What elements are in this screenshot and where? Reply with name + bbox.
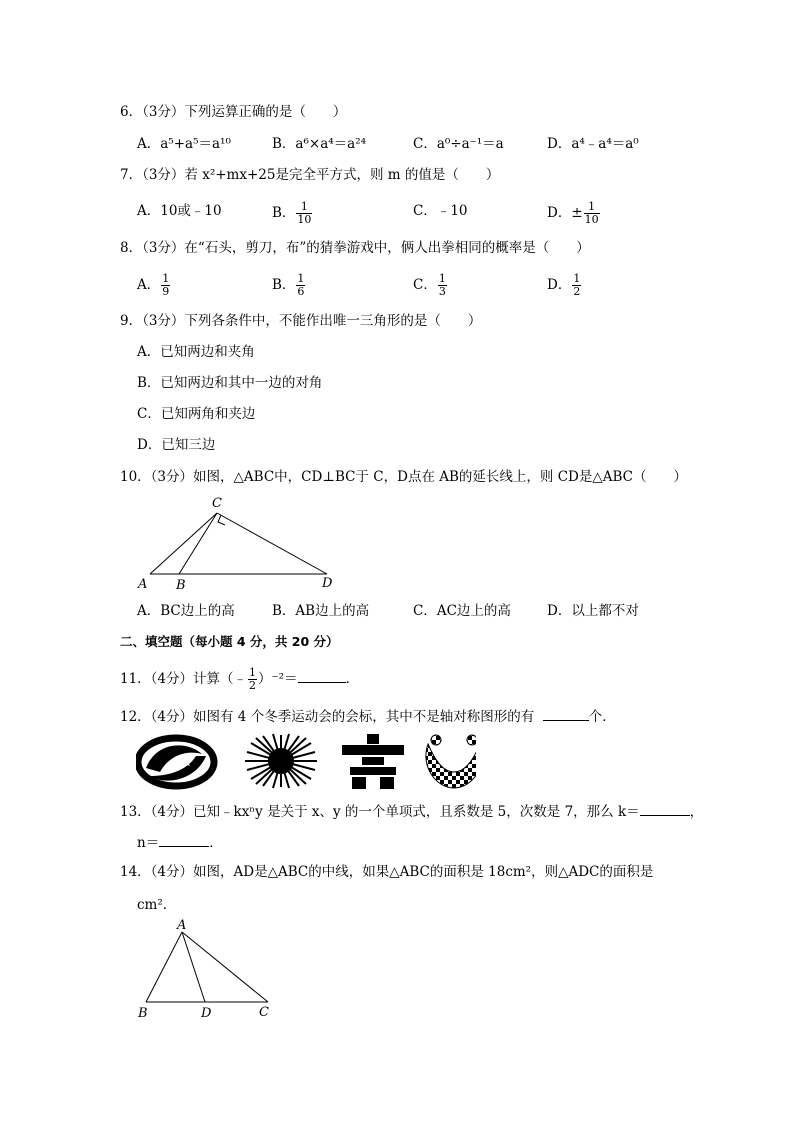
q10-label-c: C bbox=[212, 496, 222, 511]
q10-label-d: D bbox=[322, 576, 333, 591]
q12-emblems-figure bbox=[136, 732, 476, 790]
answer-blank bbox=[640, 801, 690, 816]
q14-label-d: D bbox=[201, 1006, 212, 1021]
q7-option-c: C．﹣10 bbox=[413, 203, 468, 219]
q9-stem: 9．（3分）下列各条件中，不能作出唯一三角形的是（ ） bbox=[120, 313, 482, 329]
q10-triangle-figure bbox=[130, 492, 350, 592]
q10-stem: 10．（3分）如图，△ABC中，CD⊥BC于 C，D点在 AB的延长线上，则 CD是△ABC（ ） bbox=[120, 469, 687, 485]
q14-line-1: 14．（4分）如图，AD是△ABC的中线，如果△ABC的面积是 18cm²，则△ADC的面积是 bbox=[120, 864, 654, 880]
fraction: $\frac{1}{10}$ bbox=[297, 200, 312, 226]
q7-option-b: B． $\frac{1}{10}$ bbox=[272, 200, 312, 226]
q6-stem: 6．（3分）下列运算正确的是（ ） bbox=[120, 104, 347, 120]
q8-option-d: D． $\frac{1}{2}$ bbox=[547, 272, 581, 298]
fraction: $\frac{1}{3}$ bbox=[438, 272, 446, 298]
q13-line-1: 13．（4分）已知﹣kxⁿy 是关于 x、y 的一个单项式，且系数是 5，次数是 7，那么 k＝ ， bbox=[120, 801, 703, 822]
q10-label-a: A bbox=[138, 577, 148, 592]
q14-triangle-figure bbox=[128, 918, 288, 1022]
q8-option-c: C． $\frac{1}{3}$ bbox=[413, 272, 446, 298]
inukshuk-emblem-icon bbox=[342, 734, 404, 789]
fraction: $\frac{1}{10}$ bbox=[584, 200, 599, 226]
q7-option-d: D．± $\frac{1}{10}$ bbox=[547, 200, 599, 226]
section-2-heading: 二、填空题（每小题 4 分，共 20 分） bbox=[120, 634, 339, 649]
q10-option-d: D．以上都不对 bbox=[547, 603, 639, 619]
q7-stem: 7．（3分）若 x²+mx+25是完全平方式，则 m 的值是（ ） bbox=[120, 167, 500, 183]
q8-stem: 8．（3分）在“石头，剪刀，布”的猜拳游戏中，俩人出拳相同的概率是（ ） bbox=[120, 240, 590, 256]
q10-option-b: B．AB边上的高 bbox=[272, 603, 370, 619]
q9-option-b: B．已知两边和其中一边的对角 bbox=[137, 375, 323, 391]
fraction: $\frac{1}{2}$ bbox=[573, 272, 581, 298]
q6-option-a: A．a⁵+a⁵＝a¹⁰ bbox=[137, 136, 231, 152]
checkered-emblem-icon bbox=[426, 735, 476, 788]
q14-label-a: A bbox=[177, 918, 187, 933]
q10-label-b: B bbox=[176, 578, 186, 592]
fraction: $\frac{1}{2}$ bbox=[249, 666, 257, 692]
swirl-emblem-icon bbox=[138, 738, 214, 786]
q11-stem: 11．（4分）计算（﹣ $\frac{1}{2}$ ）⁻²＝ ． bbox=[120, 666, 360, 692]
q10-option-c: C．AC边上的高 bbox=[413, 603, 511, 619]
q9-option-a: A．已知两边和夹角 bbox=[137, 344, 255, 360]
q14-label-c: C bbox=[259, 1005, 269, 1020]
answer-blank bbox=[543, 706, 589, 721]
q14-label-b: B bbox=[138, 1006, 148, 1021]
q6-option-b: B．a⁶×a⁴＝a²⁴ bbox=[272, 136, 367, 152]
q14-line-2: cm²． bbox=[137, 897, 177, 913]
q9-option-d: D．已知三边 bbox=[137, 437, 216, 453]
q8-option-a: A． $\frac{1}{9}$ bbox=[137, 272, 170, 298]
q12-stem: 12．（4分）如图有 4 个冬季运动会的会标，其中不是轴对称图形的有 个． bbox=[120, 706, 616, 727]
answer-blank bbox=[298, 668, 346, 683]
starburst-emblem-icon bbox=[245, 734, 317, 788]
q10-option-a: A．BC边上的高 bbox=[137, 603, 235, 619]
q9-option-c: C．已知两角和夹边 bbox=[137, 406, 256, 422]
answer-blank bbox=[159, 832, 209, 847]
q8-option-b: B． $\frac{1}{6}$ bbox=[272, 272, 305, 298]
fraction: $\frac{1}{6}$ bbox=[297, 272, 305, 298]
q7-option-a: A．10或﹣10 bbox=[137, 203, 222, 219]
q6-option-c: C．a⁰÷a⁻¹＝a bbox=[413, 136, 504, 152]
q13-line-2: n＝ ． bbox=[137, 832, 223, 853]
q6-option-d: D．a⁴﹣a⁴＝a⁰ bbox=[547, 136, 639, 152]
fraction: $\frac{1}{9}$ bbox=[162, 272, 170, 298]
